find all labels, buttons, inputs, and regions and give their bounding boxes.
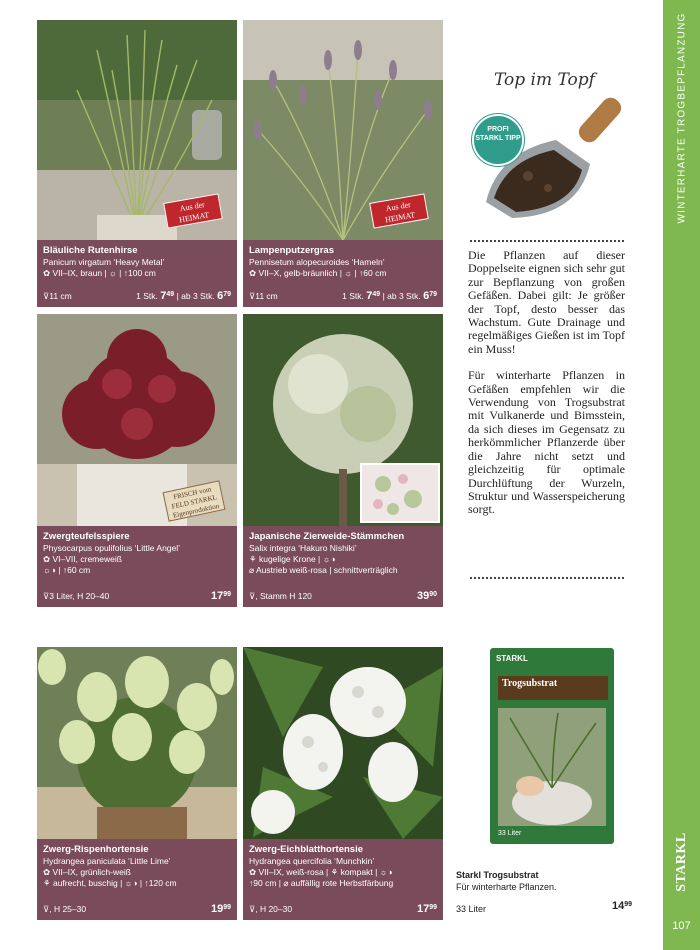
side-strip bbox=[663, 0, 700, 950]
pot-size: ⊽11 cm bbox=[43, 291, 72, 301]
product-name: Bläuliche Rutenhirse bbox=[43, 245, 138, 256]
product-name: Japanische Zierweide-Stämmchen bbox=[249, 531, 405, 542]
product-attributes: ✿ VI–VII, cremeweiß bbox=[43, 554, 122, 564]
product-card-rutenhirse[interactable] bbox=[37, 20, 237, 307]
product-latin: Physocarpus opulifolius ‘Little Angel’ bbox=[43, 543, 181, 553]
product-attributes-2: ↑90 cm | ⌀ auffällig rote Herbstfärbung bbox=[249, 878, 394, 888]
brand-vertical: STARKL bbox=[673, 832, 689, 892]
product-card-zwergteufelsspiere[interactable] bbox=[37, 314, 237, 607]
product-attributes: ✿ VII–X, gelb-bräunlich | ☼ | ↑60 cm bbox=[249, 268, 387, 278]
product-footer bbox=[43, 903, 231, 915]
product-name: Zwerg-Rispenhortensie bbox=[43, 844, 149, 855]
product-footer bbox=[249, 903, 437, 915]
product-info bbox=[243, 240, 443, 307]
product-name: Zwerg-Eichblatthortensie bbox=[249, 844, 364, 855]
product-footer bbox=[249, 590, 437, 602]
product-card-eichblatthortensie[interactable] bbox=[243, 647, 443, 920]
frisch-vom-feld-badge: FRISCH vom FELD STARKL Eigenproduktion bbox=[163, 480, 226, 521]
product-attributes-2: ☼◑ | ↑60 cm bbox=[43, 565, 91, 575]
bag-photo bbox=[498, 708, 606, 826]
bag-volume: 33 Liter bbox=[498, 830, 522, 837]
product-card-lampenputzergras[interactable] bbox=[243, 20, 443, 307]
bag-brand: STARKL bbox=[496, 654, 528, 663]
page-number: 107 bbox=[672, 920, 691, 932]
substrate-subtitle: Für winterharte Pflanzen. bbox=[456, 882, 557, 892]
pot-size: ⊽11 cm bbox=[249, 291, 278, 301]
price-block: 1 Stk. $7^{49}$ | ab 3 Stk. $6^{79}$ bbox=[136, 290, 231, 302]
substrate-quantity: 33 Liter bbox=[456, 904, 487, 914]
product-photo bbox=[37, 647, 237, 839]
product-name: Zwergteufelsspiere bbox=[43, 531, 130, 542]
product-latin: Salix integra ‘Hakuro Nishiki’ bbox=[249, 543, 357, 553]
price: $17^{99}$ bbox=[416, 903, 437, 915]
bag-title: Trogsubstrat bbox=[498, 676, 608, 700]
product-attributes: ✿ VII–IX, grünlich-weiß bbox=[43, 867, 131, 877]
product-info bbox=[243, 839, 443, 920]
product-info bbox=[243, 526, 443, 607]
product-info bbox=[37, 839, 237, 920]
heimat-badge: Aus der HEIMAT bbox=[369, 193, 429, 228]
product-attributes: ⚘ kugelige Krone | ☼◑ bbox=[249, 554, 336, 564]
product-footer bbox=[43, 290, 231, 302]
product-footer bbox=[43, 590, 231, 602]
product-card-zierweide[interactable] bbox=[243, 314, 443, 607]
tip-paragraph-2: Für winterharte Pflanzen in Gefäßen empfehlen wir die Verwendung von Trogsubstrat mit Vulkanerde und Bimsstein, da sich dieses im Gegensatz zu herkömmlicher Pflanzerde über die Jahre nicht setzt und gleichzeitig für optimale Durchlüftung der Wurzeln, Struktur und Wasserspeicherung sorgt. bbox=[468, 368, 625, 517]
price: $19^{99}$ bbox=[210, 903, 231, 915]
pot-size: ⊽, Stamm H 120 bbox=[249, 591, 312, 601]
heimat-badge: Aus der HEIMAT bbox=[163, 193, 223, 228]
product-attributes: ✿ VII–IX, braun | ☼ | ↑100 cm bbox=[43, 268, 156, 278]
price: $17^{99}$ bbox=[210, 590, 231, 602]
price: $39^{90}$ bbox=[416, 590, 437, 602]
product-photo bbox=[243, 20, 443, 240]
product-photo bbox=[37, 20, 237, 240]
product-photo bbox=[243, 647, 443, 839]
substrate-bag bbox=[490, 648, 614, 844]
product-attributes-2: ⌀ Austrieb weiß-rosa | schnittverträglich bbox=[249, 565, 398, 575]
product-attributes: ✿ VII–IX, weiß-rosa | ⚘ kompakt | ☼◑ bbox=[249, 867, 393, 877]
price-block: 1 Stk. $7^{49}$ | ab 3 Stk. $6^{79}$ bbox=[342, 290, 437, 302]
pot-size: ⊽, H 20–30 bbox=[249, 904, 293, 914]
tip-body bbox=[468, 249, 625, 517]
tip-title: Top im Topf bbox=[494, 70, 595, 90]
product-photo bbox=[243, 314, 443, 526]
section-title-vertical: WINTERHARTE TROGBEPFLANZUNG bbox=[676, 12, 687, 224]
product-info bbox=[37, 240, 237, 307]
product-photo bbox=[37, 314, 237, 526]
product-latin: Hydrangea quercifolia ‘Munchkin’ bbox=[249, 856, 375, 866]
pot-size: ⊽3 Liter, H 20–40 bbox=[43, 591, 110, 601]
substrate-price: $14^{99}$ bbox=[612, 900, 633, 912]
product-latin: Hydrangea paniculata ‘Little Lime’ bbox=[43, 856, 171, 866]
pot-size: ⊽, H 25–30 bbox=[43, 904, 87, 914]
product-card-rispenhortensie[interactable] bbox=[37, 647, 237, 920]
product-latin: Panicum virgatum ‘Heavy Metal’ bbox=[43, 257, 165, 267]
product-latin: Pennisetum alopecuroides ‘Hameln’ bbox=[249, 257, 385, 267]
product-attributes-2: ⚘ aufrecht, buschig | ☼◑ | ↑120 cm bbox=[43, 878, 177, 888]
product-info bbox=[37, 526, 237, 607]
product-name: Lampenputzergras bbox=[249, 245, 334, 256]
divider-bottom bbox=[470, 577, 624, 579]
product-footer bbox=[249, 290, 437, 302]
profi-tipp-badge: PROFI STARKL TIPP bbox=[472, 114, 524, 166]
divider-top bbox=[470, 240, 624, 242]
substrate-name: Starkl Trogsubstrat bbox=[456, 870, 539, 880]
tip-paragraph-1: Die Pflanzen auf dieser Doppelseite eignen sich sehr gut zur Bepflanzung von großen Gefäßen. Dabei gilt: Je größer der Topf, desto besser das Wachstum. Gute Drainage und regelmäßiges Gießen ist im Topf ein Muss! bbox=[468, 248, 625, 356]
